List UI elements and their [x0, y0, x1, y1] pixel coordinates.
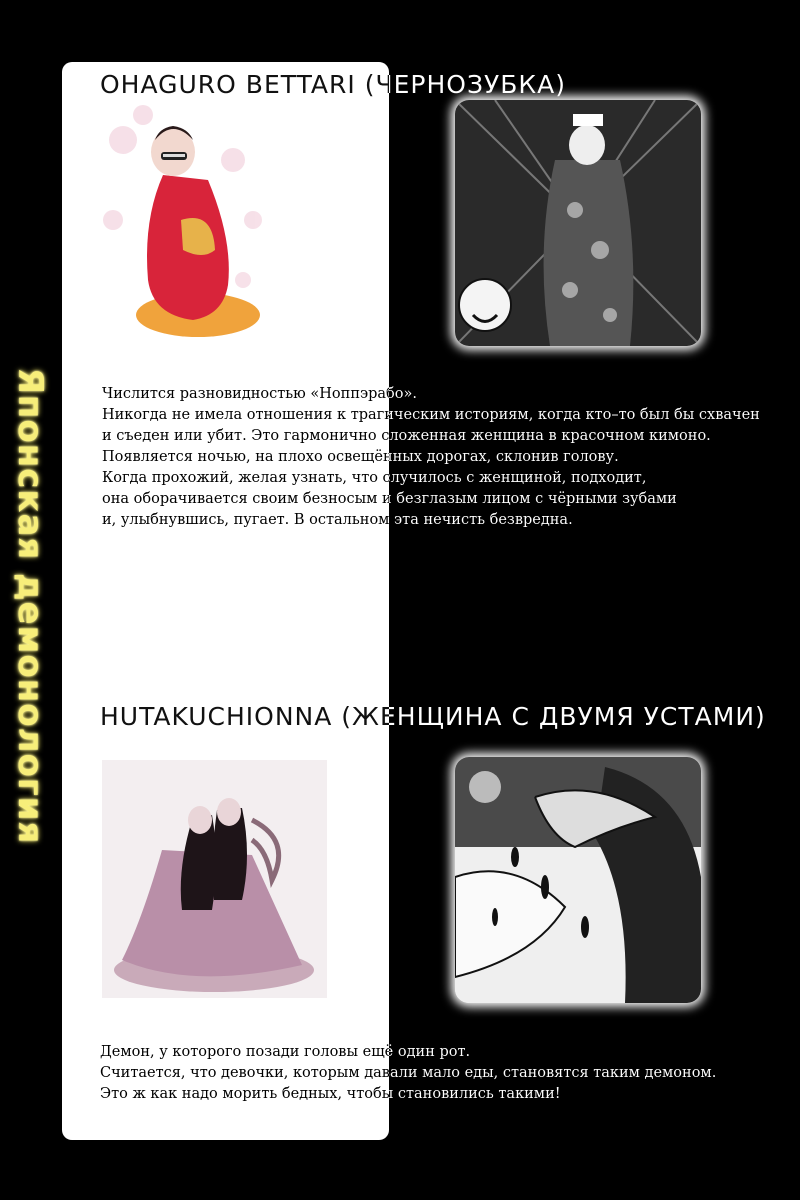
- manga-panel-hutakuchi: [455, 757, 701, 1003]
- text-line: Когда прохожий, желая узнать, что случилось с женщиной, подходит,: [102, 470, 647, 486]
- text-line: и съеден или убит. Это гармонично сложенная женщина в красочном кимоно.: [102, 428, 711, 444]
- manga-panel-ohaguro: [455, 100, 701, 346]
- description-hutakuchi: [100, 1042, 716, 1105]
- text-line: Это ж как надо морить бедных, чтобы становились такими!: [100, 1086, 561, 1102]
- text-line: и, улыбнувшись, пугает. В остальном эта нечисть безвредна.: [102, 512, 573, 528]
- text-line: Появляется ночью, на плохо освещённых дорогах, склонив голову.: [102, 449, 619, 465]
- text-line: Демон, у которого позади головы ещё один рот.: [100, 1044, 471, 1060]
- illustration-ohaguro-color: [103, 100, 273, 345]
- section-title-ohaguro: OHAGURO BETTARI (ЧЕРНОЗУБКА): [100, 70, 566, 99]
- description-ohaguro: [102, 384, 760, 531]
- text-line: Никогда не имела отношения к трагическим историям, когда кто–то был бы схвачен: [102, 407, 760, 423]
- text-line: она оборачивается своим безносым и безглазым лицом с чёрными зубами: [102, 491, 677, 507]
- section-title-hutakuchi: HUTAKUCHIONNA (ЖЕНЩИНА С ДВУМЯ УСТАМИ): [100, 702, 766, 731]
- vertical-page-title: Японская демонология: [10, 367, 50, 845]
- text-line: Числится разновидностью «Ноппэрабо».: [102, 386, 417, 402]
- illustration-hutakuchi-color: [102, 760, 327, 998]
- text-line: Считается, что девочки, которым давали мало еды, становятся таким демоном.: [100, 1065, 717, 1081]
